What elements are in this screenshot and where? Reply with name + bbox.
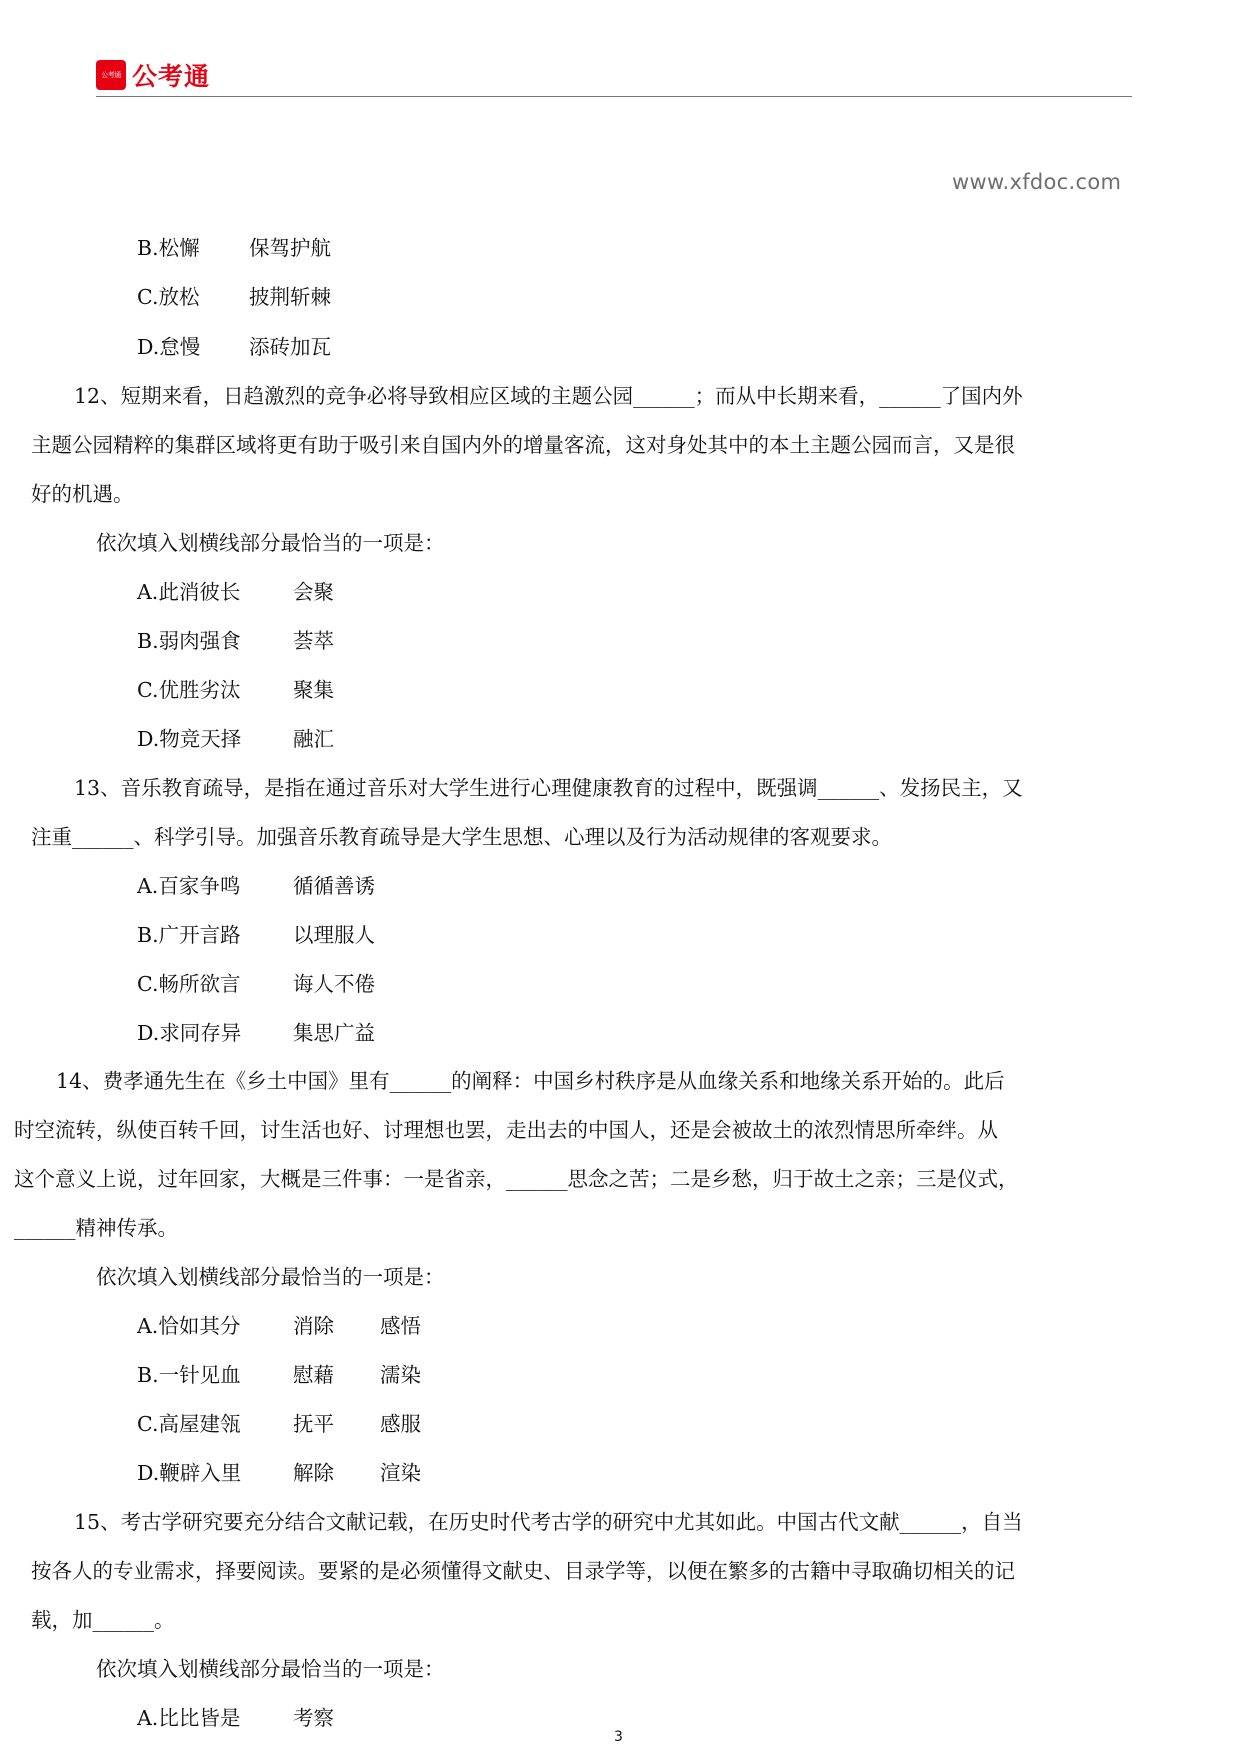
option-answer-2: 濡染 [380,1363,421,1387]
option-label: A.恰如其分 [137,1314,241,1338]
option-label: C.放松 [137,285,200,309]
option-answer: 诲人不倦 [293,972,375,996]
option-label: B.松懈 [137,236,200,260]
site-url: www.xfdoc.com [952,170,1122,194]
option-answer-2: 感服 [380,1412,421,1436]
q15-line-1: 15、考古学研究要充分结合文献记载，在历史时代考古学的研究中尤其如此。中国古代文献______，自当 [74,1510,1023,1534]
option-answer: 循循善诱 [293,874,375,898]
option-answer: 会聚 [293,580,334,604]
option-label: B.广开言路 [137,923,241,947]
logo-badge: 公考通 [96,60,126,90]
option-answer-1: 抚平 [293,1412,334,1436]
q14-line-1: 14、费孝通先生在《乡土中国》里有______的阐释：中国乡村秩序是从血缘关系和地缘关系开始的。此后 [56,1069,1005,1093]
option-label: D.怠慢 [137,335,201,359]
option-answer-1: 慰藉 [293,1363,334,1387]
option-answer: 集思广益 [293,1021,375,1045]
option-label: A.百家争鸣 [137,874,241,898]
q12-line-2: 主题公园精粹的集群区域将更有助于吸引来自国内外的增量客流，这对身处其中的本土主题公园而言，又是很 [31,433,1015,457]
q14-line-2: 时空流转，纵使百转千回，讨生活也好、讨理想也罢，走出去的中国人，还是会被故土的浓烈情思所牵绊。从 [14,1118,998,1142]
option-answer: 聚集 [293,678,334,702]
header-divider [96,96,1132,97]
q12-line-3: 好的机遇。 [31,482,134,506]
option-answer: 以理服人 [293,923,375,947]
option-label: C.优胜劣汰 [137,678,241,702]
option-label: B.一针见血 [137,1363,241,1387]
q13-line-1: 13、音乐教育疏导，是指在通过音乐对大学生进行心理健康教育的过程中，既强调______、发扬民主，又 [74,776,1023,800]
option-label: D.求同存异 [137,1021,242,1045]
option-answer-2: 渲染 [380,1461,421,1485]
option-answer-1: 消除 [293,1314,334,1338]
q14-prompt: 依次填入划横线部分最恰当的一项是： [96,1265,445,1289]
option-label: C.畅所欲言 [137,972,241,996]
q12-prompt: 依次填入划横线部分最恰当的一项是： [96,531,445,555]
q15-line-2: 按各人的专业需求，择要阅读。要紧的是必须懂得文献史、目录学等，以便在繁多的古籍中寻取确切相关的记 [31,1559,1015,1583]
q15-prompt: 依次填入划横线部分最恰当的一项是： [96,1657,445,1681]
q15-line-3: 载，加______。 [31,1608,175,1632]
option-answer: 保驾护航 [249,236,331,260]
q13-line-2: 注重______、科学引导。加强音乐教育疏导是大学生思想、心理以及行为活动规律的客观要求。 [31,825,892,849]
option-label: B.弱肉强食 [137,629,241,653]
option-label: C.高屋建瓴 [137,1412,241,1436]
option-answer: 融汇 [293,727,334,751]
option-answer: 添砖加瓦 [249,335,331,359]
q14-line-3: 这个意义上说，过年回家，大概是三件事：一是省亲，______思念之苦；二是乡愁，归于故土之亲；三是仪式， [14,1167,1019,1191]
q12-line-1: 12、短期来看，日趋激烈的竞争必将导致相应区域的主题公园______；而从中长期来看，______了国内外 [74,384,1023,408]
option-answer-2: 感悟 [380,1314,421,1338]
option-answer: 考察 [293,1706,334,1730]
q14-line-4: ______精神传承。 [14,1216,178,1240]
logo [96,58,210,92]
option-label: A.此消彼长 [137,580,241,604]
option-label: D.鞭辟入里 [137,1461,242,1485]
option-label: A.比比皆是 [137,1706,241,1730]
option-answer: 披荆斩棘 [249,285,331,309]
option-label: D.物竞天择 [137,727,242,751]
logo-text: 公考通 [132,62,211,91]
option-answer-1: 解除 [293,1461,334,1485]
option-answer: 荟萃 [293,629,334,653]
page-number: 3 [614,1729,623,1745]
